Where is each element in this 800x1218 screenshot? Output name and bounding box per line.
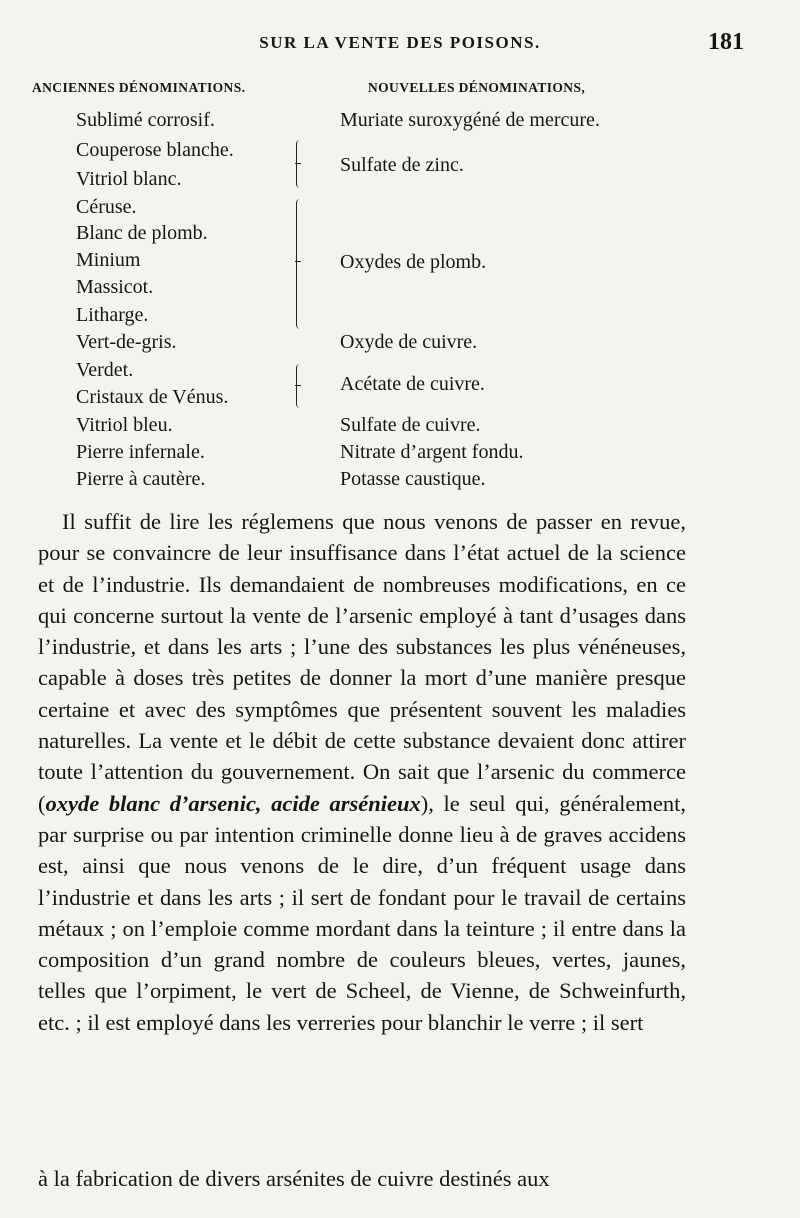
page-header [40,29,760,59]
brace-plomb [296,199,305,329]
paragraph-text-part: ), le seul qui, généralement, par surprise ou par intention criminelle donne lieu à de graves accidens est, ainsi que nous venons de le dire, d’un fréquent usage dans l’industrie et dans les arts ; il sert de fondant pour le travail de certains métaux ; on l’emploie comme mordant dans la teinture ; il entre dans la composition d’un grand nombre de couleurs bleues, vertes, jaunes, telles que l’orpiment, le vert de Scheel, de Vienne, de Schweinfurth, etc. ; il est employé dans les verreries pour blanchir le verre ; il sert [38,790,686,1035]
old-name-item: Vitriol blanc. [76,168,182,190]
new-name-item: Nitrate d’argent fondu. [340,441,524,463]
old-name-item: Couperose blanche. [76,139,234,161]
new-names-header: NOUVELLES DÉNOMINATIONS, [368,80,586,95]
old-name-item: Litharge. [76,304,149,326]
new-name-item: Acétate de cuivre. [340,373,485,395]
old-name-item: Sublimé corrosif. [76,109,215,131]
running-title: SUR LA VENTE DES POISONS. [259,33,541,52]
brace-cuivre [296,364,305,408]
page-number: 181 [708,29,744,55]
paragraph-last-line: à la fabrication de divers arsénites de cuivre destinés aux [38,1166,550,1191]
new-name-item: Sulfate de cuivre. [340,414,481,436]
paragraph-text-part: Il suffit de lire les réglemens que nous venons de passer en revue, pour se convaincre de leur insuffisance dans l’état actuel de la science et de l’industrie. Ils demandaient de nombreuses modifications, en ce qui concerne surtout la vente de l’arsenic employé à tant d’usages dans l’industrie, et dans les arts ; l’une des substances les plus vénéneuses, capable à doses très petites de donner la mort d’une manière presque certaine et avec des symptômes que présentent souvent les maladies naturelles. La vente et le débit de cette substance devaient donc attirer toute l’attention du gouvernement. On sait que l’arsenic du commerce ( [38,509,686,816]
old-name-item: Massicot. [76,276,154,298]
old-name-item: Verdet. [76,359,134,381]
new-name-item: Potasse caustique. [340,468,486,490]
old-names-header: ANCIENNES DÉNOMINATIONS. [32,80,246,95]
old-name-item: Céruse. [76,196,137,218]
body-paragraph [38,506,686,1038]
old-name-item: Pierre infernale. [76,441,205,463]
paragraph-text [38,506,686,1038]
new-name-item: Sulfate de zinc. [340,154,464,176]
brace-zinc [296,140,305,188]
old-name-item: Vitriol bleu. [76,414,173,436]
table-column-headers [32,80,792,102]
new-name-item: Oxyde de cuivre. [340,331,478,353]
new-name-item: Muriate suroxygéné de mercure. [340,109,600,131]
italic-chemical-names: oxyde blanc d’arsenic, acide arsénieux [45,790,421,816]
old-name-item: Minium [76,249,141,271]
new-name-item: Oxydes de plomb. [340,251,487,273]
old-name-item: Cristaux de Vénus. [76,386,229,408]
old-name-item: Blanc de plomb. [76,222,208,244]
old-name-item: Pierre à cautère. [76,468,206,490]
old-name-item: Vert-de-gris. [76,331,177,353]
